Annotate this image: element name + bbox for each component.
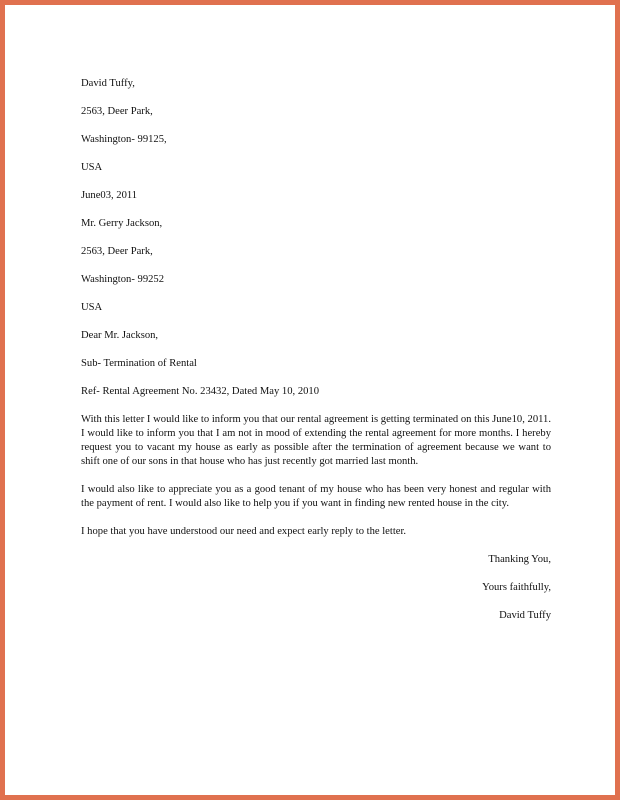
salutation: Dear Mr. Jackson, [81, 330, 159, 341]
reference-line: Ref- Rental Agreement No. 23432, Dated May 10, 2010 [81, 386, 320, 397]
closing-thanks: Thanking You, [488, 554, 551, 565]
recipient-name: Mr. Gerry Jackson, [81, 218, 163, 229]
subject-line: Sub- Termination of Rental [81, 358, 197, 369]
sender-name: David Tuffy, [81, 78, 135, 89]
sender-city: Washington- 99125, [81, 134, 167, 145]
body-paragraph-3: I hope that you have understood our need and expect early reply to the letter. [81, 526, 407, 537]
sender-country: USA [81, 162, 103, 173]
recipient-city: Washington- 99252 [81, 274, 165, 285]
recipient-country: USA [81, 302, 103, 313]
sender-street: 2563, Deer Park, [81, 106, 153, 117]
body-paragraph-1: With this letter I would like to inform you that our rental agreement is getting terminated on this June10, 2011. I would like to inform you that I am not in mood of extending the rental agreement for more months. I hereby request you to vacant my house as early as possible after the termination of agreement because we want to shift one of our sons in that house who has just recently got married last month. [81, 414, 551, 467]
recipient-street: 2563, Deer Park, [81, 246, 153, 257]
body-paragraph-2: I would also like to appreciate you as a good tenant of my house who has been very honest and regular with the payment of rent. I would also like to help you if you want in finding new rented house in the city. [81, 484, 551, 509]
closing-valediction: Yours faithfully, [482, 582, 551, 593]
signature-name: David Tuffy [499, 610, 551, 621]
letter-content [81, 77, 551, 637]
letter-date: June03, 2011 [81, 190, 138, 201]
